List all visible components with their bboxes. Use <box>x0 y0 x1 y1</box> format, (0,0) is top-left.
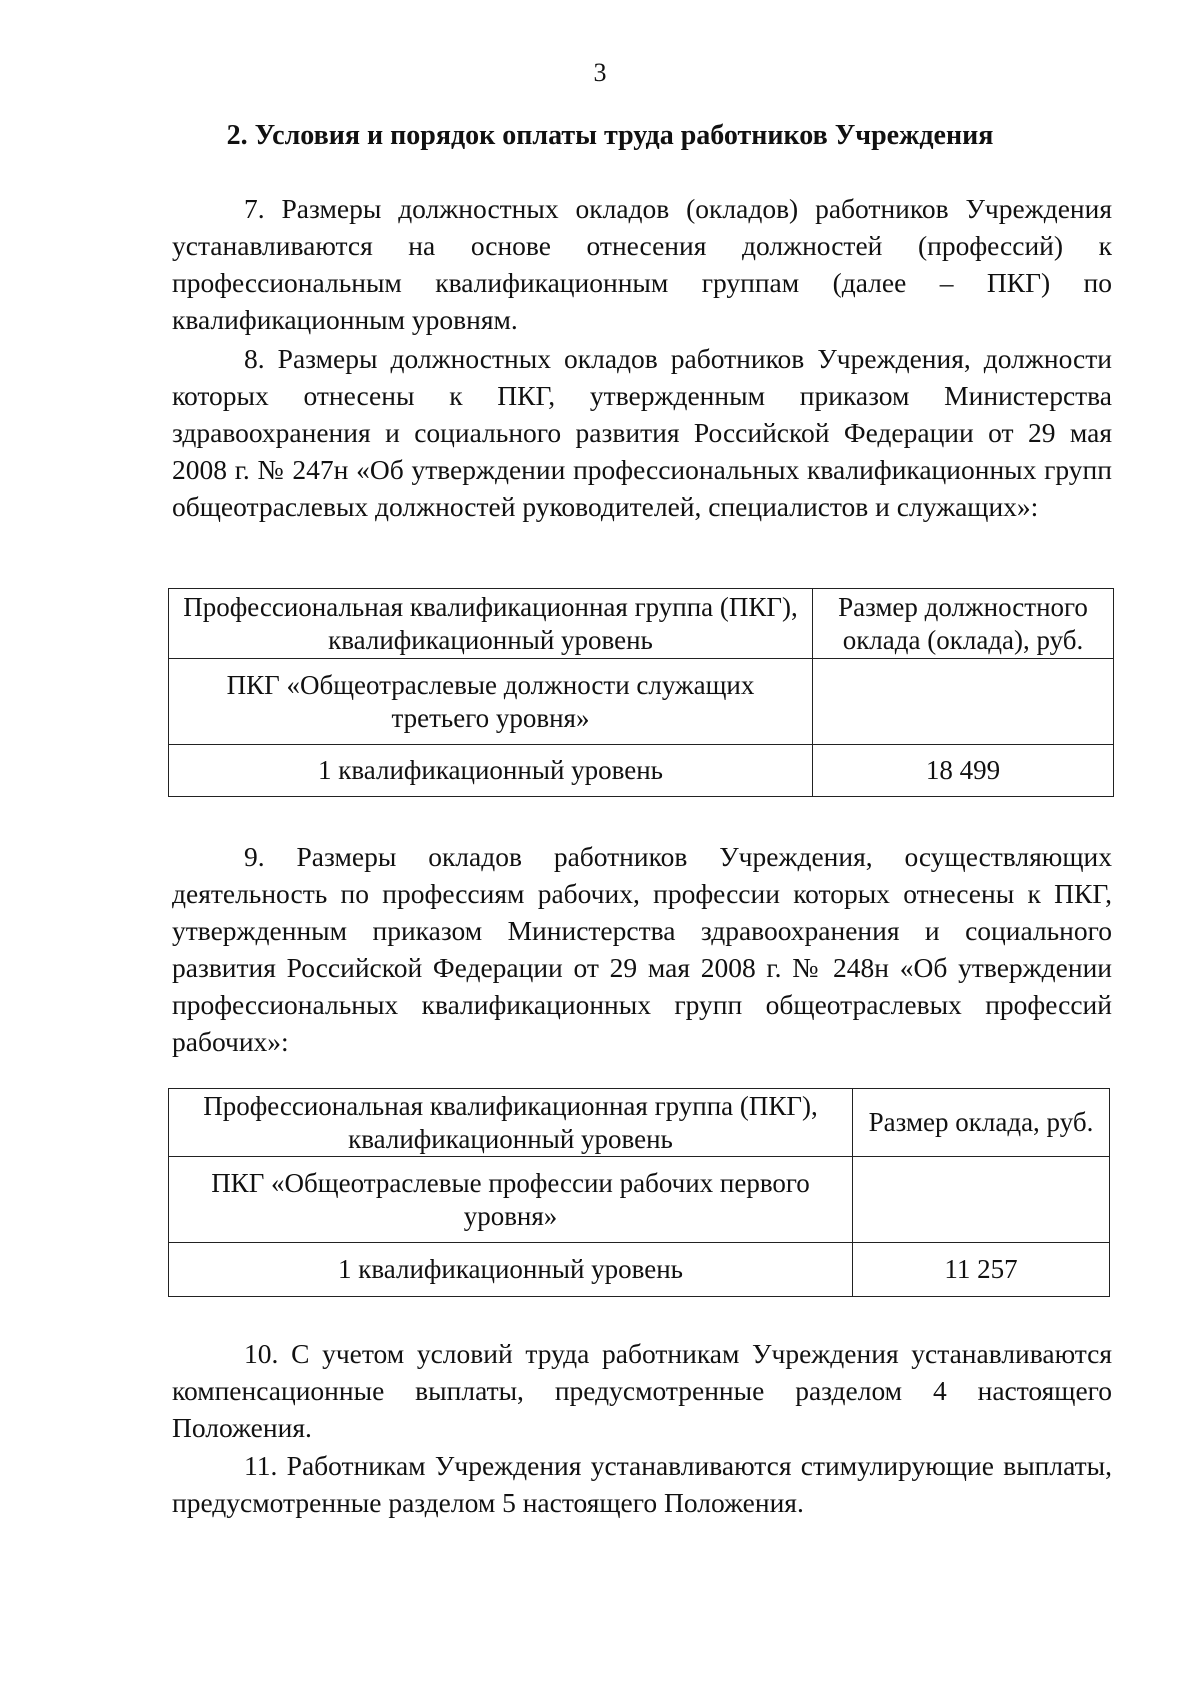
table-row <box>169 1243 1110 1297</box>
table-cell-level: 1 квалификационный уровень <box>169 1243 853 1297</box>
salary-table-employees <box>168 588 1114 797</box>
table-cell-salary: 18 499 <box>813 745 1114 797</box>
paragraph-10: 10. С учетом условий труда работникам Учреждения устанавливаются компенсационные выплаты, предусмотренные разделом 4 настоящего Положения. <box>172 1338 1112 1443</box>
salary-table-workers <box>168 1088 1110 1297</box>
table-header-cell: Профессиональная квалификационная группа (ПКГ), квалификационный уровень <box>169 589 813 659</box>
table-cell-empty <box>813 659 1114 745</box>
table-header-row <box>169 589 1114 659</box>
table-row <box>169 1157 1110 1243</box>
table-cell-empty <box>853 1157 1110 1243</box>
paragraph-7: 7. Размеры должностных окладов (окладов) работников Учреждения устанавливаются на основе отнесения должностей (профессий) к профессиональным квалификационным группам (далее – ПКГ) по квалификационным уровням. <box>172 193 1112 335</box>
table-cell-group: ПКГ «Общеотраслевые профессии рабочих первого уровня» <box>169 1157 853 1243</box>
table-header-cell: Размер оклада, руб. <box>853 1089 1110 1157</box>
section-title: 2. Условия и порядок оплаты труда работников Учреждения <box>226 120 994 151</box>
table-row <box>169 745 1114 797</box>
table-cell-salary: 11 257 <box>853 1243 1110 1297</box>
paragraph-8: 8. Размеры должностных окладов работников Учреждения, должности которых отнесены к ПКГ, утвержденным приказом Министерства здравоохранения и социального развития Российской Федерации от 29 мая 2008 г. № 247н «Об утверждении профессиональных квалификационных групп общеотраслевых должностей руководителей, специалистов и служащих»: <box>172 343 1112 522</box>
table-header-cell: Профессиональная квалификационная группа (ПКГ), квалификационный уровень <box>169 1089 853 1157</box>
page-number: 3 <box>593 58 607 87</box>
paragraph-9: 9. Размеры окладов работников Учреждения, осуществляющих деятельность по профессиям рабочих, профессии которых отнесены к ПКГ, утвержденным приказом Министерства здравоохранения и социального развития Российской Федерации от 29 мая 2008 г. № 248н «Об утверждении профессиональных квалификационных групп общеотраслевых профессий рабочих»: <box>172 841 1112 1057</box>
table-header-row <box>169 1089 1110 1157</box>
table-cell-level: 1 квалификационный уровень <box>169 745 813 797</box>
paragraph-11: 11. Работникам Учреждения устанавливаются стимулирующие выплаты, предусмотренные разделом 5 настоящего Положения. <box>172 1450 1112 1518</box>
table-row <box>169 659 1114 745</box>
table-cell-group: ПКГ «Общеотраслевые должности служащих третьего уровня» <box>169 659 813 745</box>
table-header-cell: Размер должностного оклада (оклада), руб. <box>813 589 1114 659</box>
